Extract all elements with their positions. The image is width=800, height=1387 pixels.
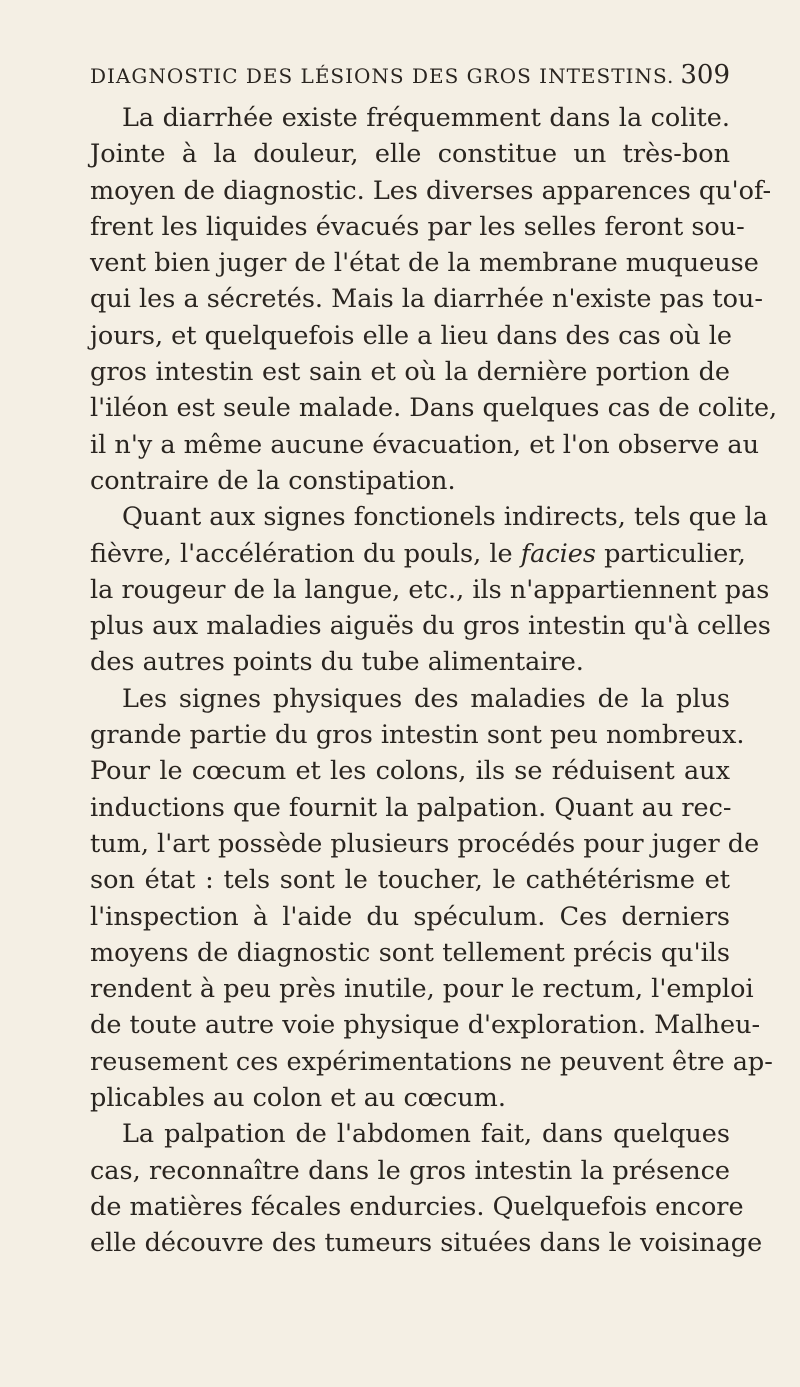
text-line: La diarrhée existe fréquemment dans la colite.: [122, 103, 730, 133]
running-header: [90, 60, 730, 90]
text-line: tum, l'art possède plusieurs procédés pour juger de: [90, 828, 760, 859]
text-line: son état : tels sont le toucher, le cathétérisme et: [90, 865, 730, 896]
text-line: reusement ces expérimentations ne peuvent être ap-: [90, 1046, 773, 1077]
text-fragment: particulier,: [595, 538, 746, 569]
text-line: des autres points du tube alimentaire.: [90, 647, 584, 678]
text-line: rendent à peu près inutile, pour le rectum, l'emploi: [90, 974, 754, 1005]
text-line: jours, et quelquefois elle a lieu dans des cas où le: [90, 320, 732, 351]
text-line: la rougeur de la langue, etc., ils n'appartiennent pas: [90, 574, 770, 605]
text-line: gros intestin est sain et où la dernière portion de: [90, 357, 730, 388]
text-line: de matières fécales endurcies. Quelquefois encore: [90, 1191, 744, 1222]
body-text: [90, 100, 778, 1262]
text-line: moyen de diagnostic. Les diverses apparences qu'of-: [90, 175, 772, 206]
text-line: il n'y a même aucune évacuation, et l'on observe au: [90, 429, 760, 460]
text-line: Pour le cœcum et les colons, ils se réduisent aux: [90, 756, 730, 787]
text-fragment: fièvre, l'accélération du pouls, le: [90, 538, 521, 569]
text-line: cas, reconnaître dans le gros intestin la présence: [90, 1155, 730, 1186]
text-line: grande partie du gros intestin sont peu nombreux.: [90, 720, 745, 751]
text-line: frent les liquides évacués par les selles feront sou-: [90, 211, 745, 242]
text-line: La palpation de l'abdomen fait, dans quelques: [122, 1119, 730, 1150]
text-line: qui les a sécretés. Mais la diarrhée n'existe pas tou-: [90, 284, 763, 315]
text-line: l'iléon est seule malade. Dans quelques cas de colite,: [90, 393, 778, 424]
text-line: vent bien juger de l'état de la membrane muqueuse: [90, 248, 759, 279]
page-number: 309: [680, 60, 730, 90]
text-line: l'inspection à l'aide du spéculum. Ces derniers: [90, 901, 730, 932]
running-title: DIAGNOSTIC DES LÉSIONS DES GROS INTESTINS.: [90, 64, 675, 88]
text-line: Les signes physiques des maladies de la plus: [122, 683, 730, 714]
text-line: plus aux maladies aiguës du gros intestin qu'à celles: [90, 611, 771, 642]
text-line: de toute autre voie physique d'exploration. Malheu-: [90, 1010, 761, 1041]
text-line: moyens de diagnostic sont tellement précis qu'ils: [90, 937, 730, 968]
text-line: Quant aux signes fonctionels indirects, tels que la: [122, 502, 768, 533]
text-line: inductions que fournit la palpation. Quant au rec-: [90, 792, 732, 823]
italic-word: facies: [520, 538, 596, 569]
text-line: plicables au colon et au cœcum.: [90, 1083, 506, 1114]
text-line: contraire de la constipation.: [90, 465, 456, 496]
text-line: [90, 536, 746, 572]
text-line: elle découvre des tumeurs situées dans le voisinage: [90, 1228, 763, 1259]
text-line: Jointe à la douleur, elle constitue un très-bon: [90, 139, 730, 170]
